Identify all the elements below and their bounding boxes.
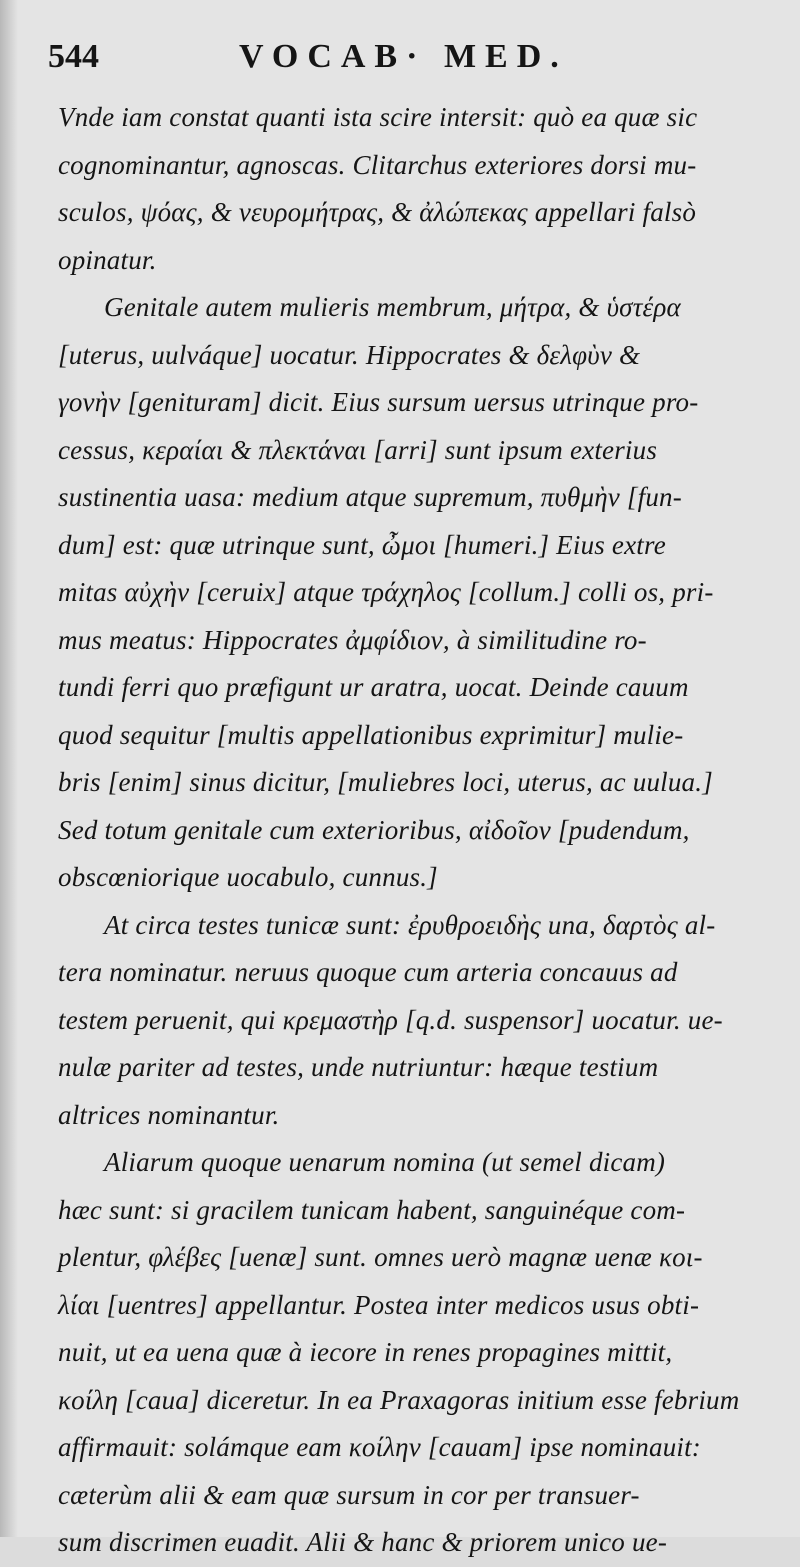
text-line: hæc sunt: si gracilem tunicam habent, sanguinéque com-	[58, 1194, 686, 1225]
binding-shadow	[0, 0, 18, 1537]
text-line: bris [enim] sinus dicitur, [muliebres loci, uterus, ac uulua.]	[58, 767, 713, 797]
text-line: Genitale autem mulieris membrum, μήτρα, & ὑστέρα	[104, 292, 681, 322]
page-header	[40, 38, 760, 94]
text-line: testem peruenit, qui κρεμαστὴρ [q.d. suspensor] uocatur. ue-	[58, 1004, 723, 1035]
text-line: tera nominatur. neruus quoque cum arteria concauus ad	[58, 957, 678, 987]
text-line: obscœniorique uocabulo, cunnus.]	[58, 862, 438, 892]
body-text	[40, 94, 760, 1567]
text-line: λίαι [uentres] appellantur. Postea inter medicos usus obti-	[58, 1289, 700, 1320]
text-line: plentur, φλέβες [uenæ] sunt. omnes uerò magnæ uenæ κοι-	[58, 1242, 703, 1272]
text-line: quod sequitur [multis appellationibus exprimitur] mulie-	[58, 719, 684, 750]
text-line: cessus, κεραίαι & πλεκτάναι [arri] sunt ipsum exterius	[58, 434, 658, 465]
text-line: nuit, ut ea uena quæ à iecore in renes propagines mittit,	[58, 1337, 673, 1367]
text-line: dum] est: quæ utrinque sunt, ὦμοι [humeri.] Eius extre	[58, 529, 666, 560]
text-line: mitas αὐχὴν [ceruix] atque τράχηλος [collum.] colli os, pri-	[58, 577, 714, 607]
text-line: At circa testes tunicæ sunt: ἐρυθροειδὴς una, δαρτὸς al-	[104, 909, 716, 940]
running-head: VOCAB· MED.	[239, 38, 568, 75]
text-line: affirmauit: solámque eam κοίλην [cauam] ipse nominauit:	[58, 1432, 701, 1462]
text-line: cæterùm alii & eam quæ sursum in cor per transuer-	[58, 1479, 640, 1510]
text-line: opinatur.	[58, 244, 157, 275]
text-line: nulæ pariter ad testes, unde nutriuntur: hæque testium	[58, 1052, 659, 1082]
text-line: sculos, ψόας, & νευρομήτρας, & ἀλώπεκας appellari falsò	[58, 197, 697, 227]
text-line: sum discrimen euadit. Alii & hanc & priorem unico ue-	[58, 1527, 668, 1557]
text-line: mus meatus: Hippocrates ἀμφίδιον, à similitudine ro-	[58, 624, 647, 655]
text-line: κοίλη [caua] diceretur. In ea Praxagoras initium esse febrium	[58, 1384, 740, 1415]
text-line: Vnde iam constat quanti ista scire intersit: quò ea quæ sic	[58, 102, 698, 132]
text-line: sustinentia uasa: medium atque supremum, πυθμὴν [fun-	[58, 482, 682, 512]
text-line: Sed totum genitale cum exterioribus, αἰδοῖον [pudendum,	[58, 814, 690, 845]
page-number: 544	[48, 38, 99, 75]
text-line: [uterus, uulváque] uocatur. Hippocrates & δελφὺν &	[58, 339, 641, 370]
text-line: tundi ferri quo præfigunt ur aratra, uocat. Deinde cauum	[58, 672, 689, 702]
text-line: γονὴν [genituram] dicit. Eius sursum uersus utrinque pro-	[58, 387, 699, 417]
text-line: altrices nominantur.	[58, 1099, 280, 1130]
text-line: Aliarum quoque uenarum nomina (ut semel dicam)	[104, 1147, 666, 1177]
text-line: cognominantur, agnoscas. Clitarchus exteriores dorsi mu-	[58, 149, 697, 180]
